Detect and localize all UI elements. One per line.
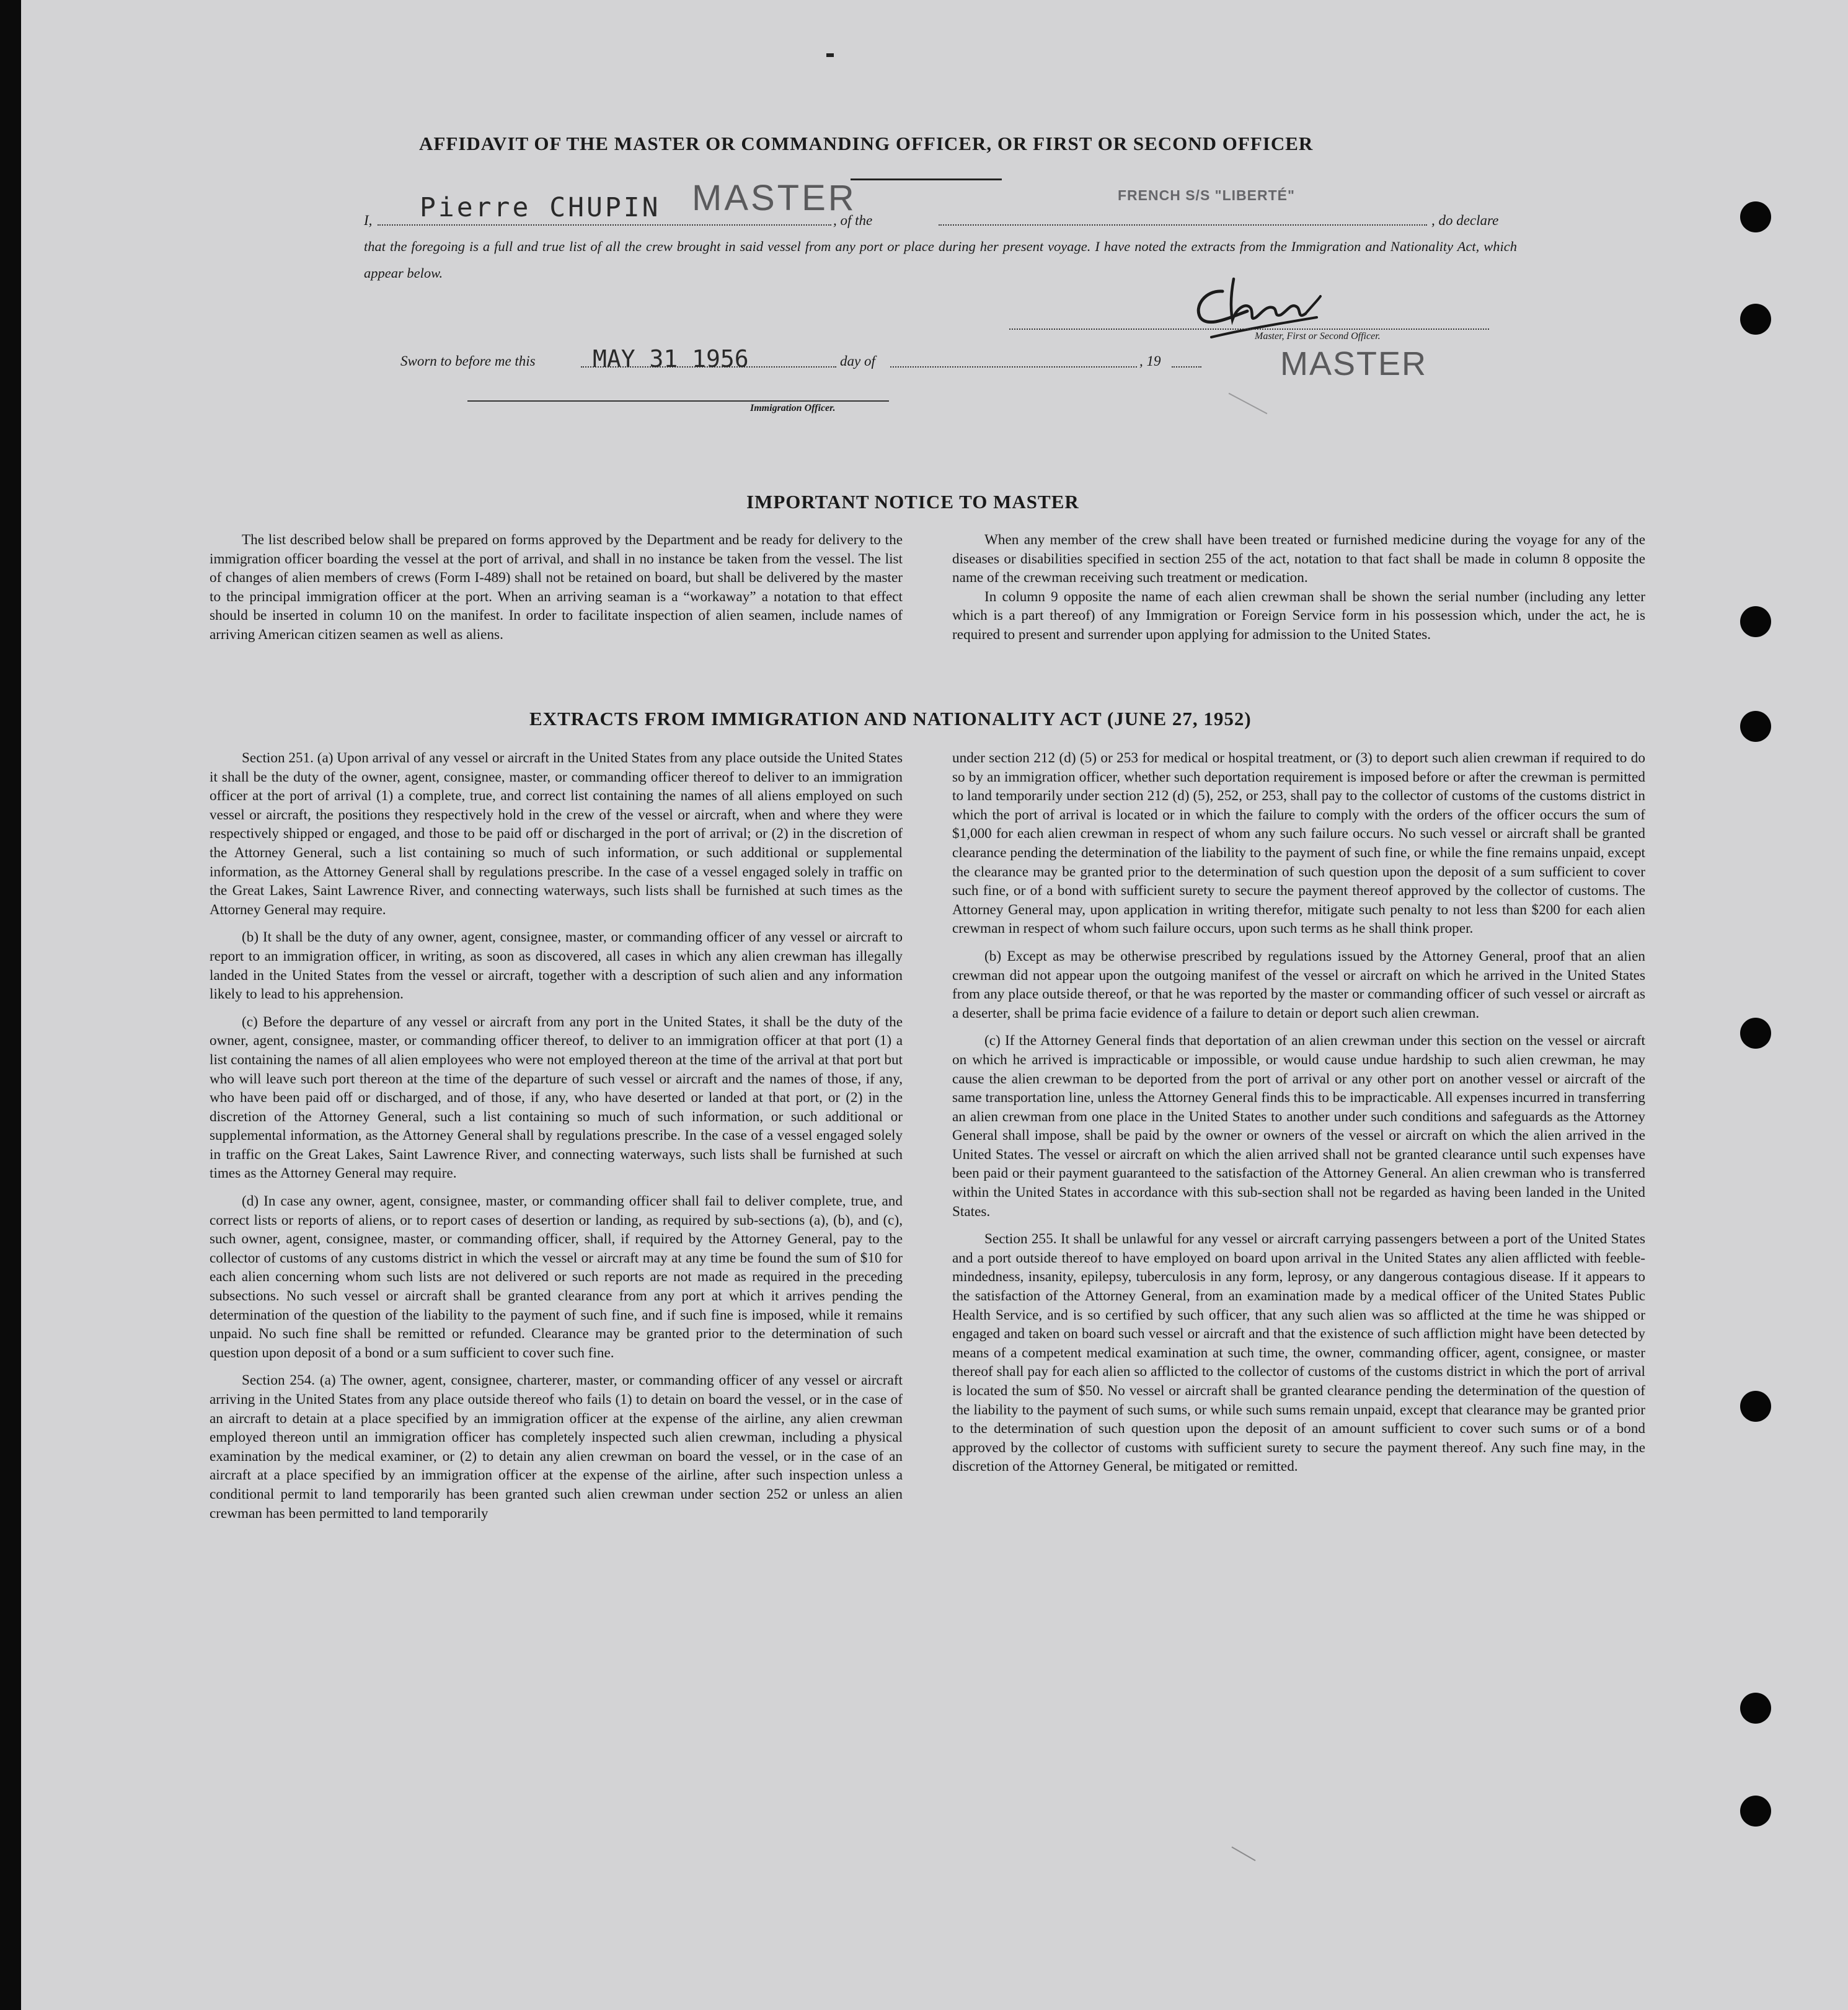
name-title-stamp: MASTER [692,178,857,218]
declaration-text: that the foregoing is a full and true list of all the crew brought in said vessel from any port or place during her present voyage. I have noted the extracts from the Immigration and Nationality Act, which appear below. [364,239,1517,281]
notice-left-paragraph: The list described below shall be prepared on forms approved by the Department and be ready for delivery to the immigration officer boarding the vessel at the port of arrival, and shall in no instance be taken from the vessel. The list of changes of alien members of crews (Form I-489) shall not be retained on board, but shall be delivered by the master to the principal immigration officer at the port. When an arriving seaman is a “workaway” a notation to that effect should be inserted in column 10 on the manifest. In order to facilitate inspection of alien seamen, include names of arriving American citizen seamen as well as aliens. [210,532,903,643]
of-the-label: , of the [833,213,873,228]
notice-right-column [952,531,1645,653]
notice-left-column [210,531,903,653]
section-254a-continued: under section 212 (d) (5) or 253 for medical or hospital treatment, or (3) to deport such alien crewman if required to do so by an immigration officer, whether such deportation requirement is imposed before or after the crewman is permitted to land temporarily under section 212 (d) (5), 252, or 253, shall pay to the collector of customs of the customs district in which the port of arrival is located or in which the failure to comply with the orders of the officer occurs the sum of $1,000 for each alien crewman in respect of whom any such failure occurs. No such vessel or aircraft shall be granted clearance pending the determination of the liability to the payment of such fine, or while the fine remains unpaid, except the clearance may be granted prior to the determination of such question upon the deposit of a sum sufficient to cover such fine, or of a bond with sufficient surety to secure the payment thereof approved by the collector of customs. The Attorney General may, upon application in writing therefor, mitigate such penalty to not less than $200 for each alien crewman in respect of whom such failure occurs, upon such terms as he shall think proper. [952,750,1645,937]
binder-hole [1740,711,1771,742]
day-of-label: day of [840,353,875,369]
notice-title: IMPORTANT NOTICE TO MASTER [746,491,1079,513]
binder-hole [1740,1391,1771,1422]
sworn-date-stamp: MAY 31 1956 [593,345,749,372]
section-251d: (d) In case any owner, agent, consignee, master, or commanding officer shall fail to deliver complete, true, and correct lists or reports of aliens, or to report cases of desertion or landing, as required by sub-sections (a), (b), and (c), such owner, agent, consignee, master, or commanding officer, shall, if required by the Attorney General, pay to the collector of customs of any customs district in which the vessel or aircraft may at any time be found the sum of $10 for each alien concerning whom such lists are not delivered or such reports are not made as required in the preceding subsections. No such vessel or aircraft shall be granted clearance from any port at which it arrives pending the determination of the question of the liability to the payment of such fine, and if such fine is imposed, while it remains unpaid. No such fine shall be remitted or refunded. Clearance may be granted prior to the determination of such question upon deposit of a bond or a sum sufficient to cover such fine. [210,1193,903,1361]
extracts-left-column [210,749,903,1532]
month-line [890,366,1137,368]
sworn-label: Sworn to before me this [400,353,536,369]
section-254b: (b) Except as may be otherwise prescribed by regulations issued by the Attorney General, proof that an alien crewman did not appear upon the outgoing manifest of the vessel or aircraft on which he arrived in the United States from any place outside thereof, or that he was reported by the master or commanding officer of such vessel or aircraft as a deserter, shall be prima facie evidence of a failure to detain or deport such alien crewman. [952,948,1645,1021]
document-page [21,0,1848,2010]
master-name: Pierre CHUPIN [420,192,661,223]
year-prefix: , 19 [1139,353,1161,369]
signature-line [1009,328,1489,330]
scratch-mark [1229,393,1268,415]
binder-hole [1740,201,1771,232]
binder-hole [1740,1796,1771,1827]
extracts-title: EXTRACTS FROM IMMIGRATION AND NATIONALITY ACT (JUNE 27, 1952) [529,708,1252,730]
section-255: Section 255. It shall be unlawful for any vessel or aircraft carrying passengers between a port of the United States and a port outside thereof to have employed on board upon arrival in the United States any alien afflicted with feeble-mindedness, insanity, epilepsy, tuberculosis in any form, leprosy, or any dangerous contagious disease. If it appears to the satisfaction of the Attorney General, from an examination made by a medical officer of the United States Public Health Service, and is so certified by such officer, that any such alien was so afflicted at the time he was shipped or engaged and taken on board such vessel or aircraft and that the existence of such affliction might have been detected by means of a competent medical examination at such time, the owner, commanding officer, agent, consignee, or master thereof shall pay for each alien so afflicted to the collector of customs of the customs district in which the port of arrival is located the sum of $50. No vessel or aircraft shall be granted clearance pending the determination of the question of the liability to the payment of such sums, or while such sums remain unpaid, except that clearance may be granted prior to the determination of such question upon the deposit of an amount sufficient to cover such sums or of a bond approved by the collector of customs with sufficient surety to secure the payment thereof. Any such fine may, in the discretion of the Attorney General, be mitigated or remitted. [952,1231,1645,1475]
vessel-line [939,224,1427,226]
section-251b: (b) It shall be the duty of any owner, agent, consignee, master, or commanding officer of any vessel or aircraft to report to an immigration officer, in writing, as soon as discovered, all cases in which any alien crewman has illegally landed in the United States from the vessel or aircraft, together with a description of such alien and any information likely to lead to his apprehension. [210,929,903,1003]
master-title-stamp: MASTER [1280,345,1428,382]
notice-right-paragraph-1: When any member of the crew shall have been treated or furnished medicine during the voyage for any of the diseases or disabilities specified in section 255 of the act, notation to that fact shall be made in column 8 opposite the name of the crewman receiving such treatment or medication. [952,532,1645,586]
section-254c: (c) If the Attorney General finds that deportation of an alien crewman under this section on the vessel or aircraft on which he arrived is impracticable or impossible, or would cause undue hardship to such alien crewman, he may cause the alien crewman to be deported from the port of arrival or any other port on another vessel or aircraft of the same transportation line, unless the Attorney General finds this to be impracticable. All expenses incurred in transferring an alien crewman from one place in the United States to another under such conditions and safeguards as the Attorney General shall impose, shall be paid by the owner or owners of the vessel or aircraft on which the alien arrived in the United States. The vessel or aircraft on which the alien arrived shall not be granted clearance until such expenses have been paid or their payment guaranteed to the satisfaction of the Attorney General. An alien crewman who is transferred within the United States in accordance with this sub-section shall not be regarded as having been landed in the United States. [952,1033,1645,1220]
signature-caption: Master, First or Second Officer. [1255,331,1381,342]
extracts-right-column [952,749,1645,1485]
binder-hole [1740,1018,1771,1049]
binder-hole [1740,304,1771,335]
immigration-officer-line [467,400,889,402]
section-251c: (c) Before the departure of any vessel or aircraft from any port in the United States, it shall be the duty of the owner, agent, consignee, master, or commanding officer thereof, to deliver to an immigration officer at that port (1) a list containing the names of all alien employees who were not employed thereon at the time of the arrival at that port but who will leave such port thereon at the time of the departure of such vessel or aircraft and the names of those, if any, who have been paid off or discharged, and of those, if any, who have deserted or landed at that port, or (2) in the discretion of the Attorney General, such a list containing so much of such information, or such additional or supplemental information, as the Attorney General shall by regulations prescribe. In the case of a vessel engaged solely in traffic on the Great Lakes, Saint Lawrence River, and connecting waterways, such lists shall be furnished at such times as the Attorney General may require. [210,1013,903,1182]
vessel-stamp: FRENCH S/S "LIBERTÉ" [1118,187,1295,203]
notice-right-paragraph-2: In column 9 opposite the name of each alien crewman shall be shown the serial number (including any letter which is a part thereof) of any Immigration or Foreign Service form in his possession which, under the act, he is required to present and surrender upon applying for admission to the United States. [952,588,1645,643]
immigration-officer-caption: Immigration Officer. [750,403,836,413]
section-251a: Section 251. (a) Upon arrival of any vessel or aircraft in the United States from any place outside the United States it shall be the duty of the owner, agent, consignee, master, or commanding officer thereof to deliver to an immigration officer at the port of arrival (1) a complete, true, and correct list containing the names of all aliens employed on such vessel or aircraft, the positions they respectively hold in the crew of the vessel or aircraft, when and where they were respectively shipped or engaged, and those to be paid off or discharged in the port of arrival; or (2) in the discretion of the Attorney General, such a list containing so much of such information, or such additional or supplemental information, as the Attorney General shall by regulations prescribe. In the case of a vessel engaged solely in traffic on the Great Lakes, Saint Lawrence River, and connecting waterways, such lists shall be furnished at such times as the Attorney General may require. [210,750,903,918]
name-line [378,224,831,226]
do-declare-label: , do declare [1431,213,1499,228]
ink-mark [826,53,834,57]
binder-hole [1740,1693,1771,1724]
affidavit-title: AFFIDAVIT OF THE MASTER OR COMMANDING OFFICER, OR FIRST OR SECOND OFFICER [419,133,1314,154]
year-line [1172,366,1201,368]
scratch-mark [1231,1846,1255,1861]
section-254a: Section 254. (a) The owner, agent, consignee, charterer, master, or commanding officer of any vessel or aircraft arriving in the United States from any place outside thereof who fails (1) to detain on board the vessel, or in the case of an aircraft to detain at a place specified by an immigration officer at the expense of the airline, any alien crewman employed thereon until an immigration officer has completely inspected such alien crewman, including a physical examination by the medical examiner, or (2) to detain any alien crewman on board the vessel, or in the case of an aircraft at a place specified by an immigration officer at the expense of the airline, after such inspection unless a conditional permit to land temporarily has been granted such alien crewman under section 252 or unless an alien crewman has been permitted to land temporarily [210,1372,903,1522]
binder-hole [1740,606,1771,637]
title-rule [851,179,1002,180]
i-label: I, [364,213,373,228]
